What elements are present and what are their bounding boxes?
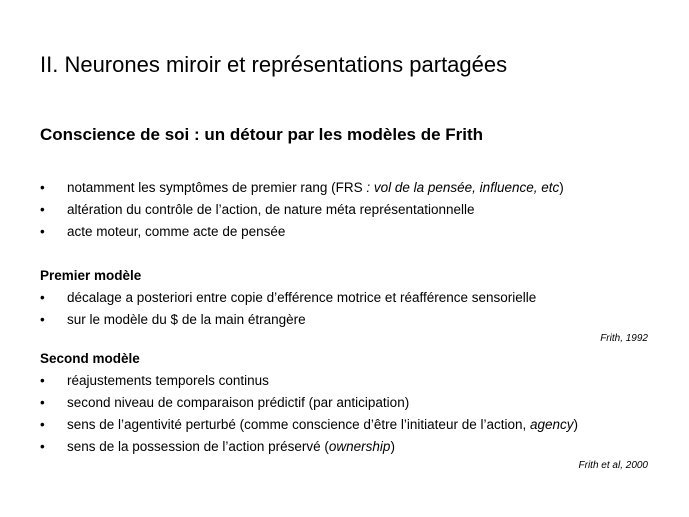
text-segment-italic: ownership — [328, 439, 391, 454]
bullet-text — [67, 414, 578, 436]
text-segment-italic: agency — [530, 417, 574, 432]
bullet-text: altération du contrôle de l’action, de nature méta représentationnelle — [67, 202, 475, 217]
bullet-text: second niveau de comparaison prédictif (par anticipation) — [67, 395, 410, 410]
bullet-text: acte moteur, comme acte de pensée — [67, 224, 286, 239]
model2-citation: Frith et al, 2000 — [578, 460, 648, 471]
bullet-text: décalage a posteriori entre copie d’efférence motrice et réafférence sensorielle — [67, 290, 537, 305]
bullet-icon: • — [40, 373, 45, 388]
model2-heading: Second modèle — [40, 351, 140, 366]
bullet-icon: • — [40, 439, 45, 454]
model1-citation: Frith, 1992 — [600, 333, 648, 344]
slide-title: II. Neurones miroir et représentations partagées — [40, 52, 508, 77]
bullet-text — [67, 177, 564, 199]
text-segment: sens de la possession de l’action préservé ( — [67, 439, 329, 454]
text-segment: sens de l’agentivité perturbé (comme conscience d’être l’initiateur de l’action, — [67, 417, 530, 432]
bullet-icon: • — [40, 290, 45, 305]
bullet-text — [67, 436, 395, 458]
bullet-icon: • — [40, 312, 45, 327]
text-segment-italic: : vol de la pensée, influence, etc — [366, 180, 560, 195]
bullet-icon: • — [40, 180, 45, 195]
bullet-icon: • — [40, 417, 45, 432]
text-segment: ) — [390, 439, 395, 454]
bullet-text: sur le modèle du $ de la main étrangère — [67, 312, 306, 327]
bullet-icon: • — [40, 202, 45, 217]
bullet-icon: • — [40, 395, 45, 410]
bullet-icon: • — [40, 224, 45, 239]
model1-heading: Premier modèle — [40, 268, 142, 283]
slide-subtitle: Conscience de soi : un détour par les modèles de Frith — [40, 125, 484, 144]
text-segment: ) — [573, 417, 579, 432]
text-segment: notamment les symptômes de premier rang (FRS — [67, 180, 367, 195]
text-segment: ) — [559, 180, 564, 195]
bullet-text: réajustements temporels continus — [67, 373, 269, 388]
